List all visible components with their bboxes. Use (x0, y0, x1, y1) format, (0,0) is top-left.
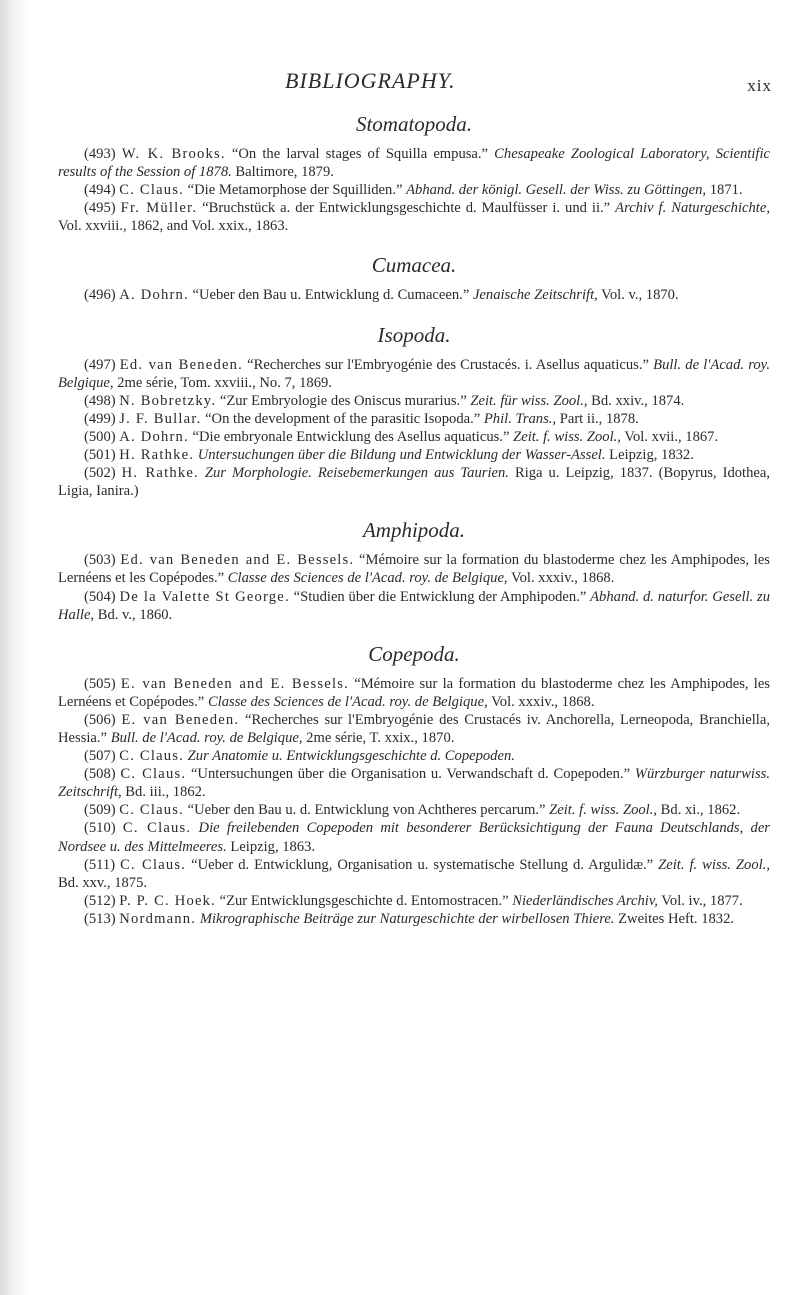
entry-author: C. Claus. (119, 748, 185, 765)
entry-number: (506) (84, 711, 116, 728)
entry-source: Bull. de l'Acad. roy. Belgique, (58, 356, 770, 391)
entry-details: Bd. xxv., 1875. (58, 874, 148, 891)
entry-title: “Ueber d. Entwicklung, Organisation u. systematische Stellung d. Argulidæ.” (186, 856, 659, 873)
entry-details: Vol. xvii., 1867. (620, 428, 719, 445)
entry-source: Zeit. f. wiss. Zool., (549, 802, 658, 819)
entry-details: Bd. v., 1860. (94, 606, 173, 623)
entry-number: (497) (84, 356, 116, 373)
entry-title: “Recherches sur l'Embryogénie des Crustacés. i. Asellus aquaticus.” (242, 356, 654, 373)
entry-number: (496) (84, 287, 116, 304)
entry-title (191, 820, 198, 836)
entry-details: Leipzig, 1863. (226, 838, 316, 855)
entry-number: (500) (84, 428, 116, 445)
section-title: Stomatopoda. (355, 112, 473, 136)
entry-source: Abhand. der königl. Gesell. der Wiss. zu Göttingen, (406, 182, 707, 199)
entry-source: Würzburger naturwiss. Zeitschrift, (58, 766, 770, 801)
entry-source: Zeit. f. wiss. Zool., (513, 428, 621, 445)
entry-author: J. F. Bullar. (119, 410, 202, 427)
section-title: Cumacea. (371, 253, 457, 278)
entry-source: Zur Anatomie u. Entwicklungsgeschichte d. Copepoden. (187, 748, 515, 765)
entry-details: Vol. v., 1870. (597, 287, 679, 304)
entry-author: Fr. Müller. (120, 200, 198, 217)
entry-author: N. Bobretzky. (119, 392, 217, 409)
entry-number: (502) (84, 465, 116, 482)
bibliography-entry (58, 428, 770, 446)
bibliography-content (58, 112, 770, 946)
entry-details: Baltimore, 1879. (231, 164, 334, 181)
bibliography-entry (58, 356, 770, 392)
entry-author: C. Claus. (119, 182, 185, 199)
entry-number: (513) (84, 910, 116, 927)
entry-author: C. Claus. (120, 766, 187, 783)
entry-title: “Mémoire sur la formation du blastoderme chez les Amphipodes, les Lernéens et Copépodes.” (58, 675, 770, 710)
entry-source: Abhand. d. naturfor. Gesell. zu Halle, (58, 588, 770, 623)
entry-details: 2me série, Tom. xxviii., No. 7, 1869. (113, 374, 332, 391)
bibliography-entry (58, 181, 770, 199)
entry-number: (509) (84, 802, 116, 819)
entry-author: C. Claus. (119, 802, 185, 819)
bibliography-entry (58, 892, 770, 910)
entry-title: “On the development of the parasitic Isopoda.” (201, 410, 484, 427)
entry-details: 2me série, T. xxix., 1870. (302, 729, 455, 746)
entry-title: “Studien über die Entwicklung der Amphipoden.” (289, 588, 591, 605)
entry-source: Zeit. für wiss. Zool., (470, 392, 588, 409)
entry-title: “Zur Entwicklungsgeschichte d. Entomostracen.” (215, 892, 513, 909)
section-entries (58, 356, 770, 501)
entry-source: Chesapeake Zoological Laboratory, Scientific results of the Session of 1878. (58, 146, 770, 181)
section-entries (58, 675, 770, 928)
entry-title: “Bruchstück a. der Entwicklungsgeschichte d. Maulfüsser i. und ii.” (197, 200, 616, 217)
entry-source: Zur Morphologie. Reisebemerkungen aus Taurien. (204, 465, 509, 482)
entry-number: (499) (84, 410, 116, 427)
entry-source: Mikrographische Beiträge zur Naturgeschichte der wirbellosen Thiere. (199, 910, 615, 927)
entry-author: H. Rathke. (121, 465, 199, 482)
entry-title: “Untersuchungen über die Organisation u. Verwandschaft d. Copepoden.” (186, 766, 635, 783)
entry-source: Untersuchungen über die Bildung und Entwicklung der Wasser-Assel. (197, 447, 606, 464)
entry-title: “On the larval stages of Squilla empusa.” (225, 146, 495, 162)
bibliography-entry (58, 446, 770, 464)
bibliography-entry (58, 711, 770, 747)
bibliography-entry (58, 199, 770, 235)
entry-title: “Recherches sur l'Embryogénie des Crustacés iv. Anchorella, Lerneopoda, Branchiella, Hessia.” (58, 711, 770, 746)
entry-details: Zweites Heft. 1832. (614, 910, 735, 927)
bibliography-entry (58, 856, 770, 892)
entry-source: Archiv f. Naturgeschichte, (615, 200, 770, 217)
entry-source: Die freilebenden Copepoden mit besonderer Berücksichtigung der Fauna Deutschlands, der Nordsee u. des Mittelmeeres. (58, 820, 770, 855)
entry-author: Nordmann. (119, 910, 197, 927)
entry-author: A. Dohrn. (119, 428, 189, 445)
section-entries (58, 551, 770, 623)
entry-number: (505) (84, 675, 116, 692)
entry-details: Vol. xxviii., 1862, and Vol. xxix., 1863. (58, 218, 289, 235)
entry-author: H. Rathke. (119, 447, 195, 464)
entry-details: Part ii., 1878. (556, 410, 639, 427)
entry-title: “Zur Embryologie des Oniscus murarius.” (216, 392, 471, 409)
entry-details: Leipzig, 1832. (605, 447, 694, 464)
entry-details: Bd. iii., 1862. (121, 784, 206, 801)
entry-number: (508) (84, 766, 116, 783)
section-entries (58, 286, 770, 304)
entry-author: Ed. van Beneden and E. Bessels. (120, 552, 355, 569)
section-title: Amphipoda. (362, 518, 466, 543)
entry-details: Bd. xxiv., 1874. (587, 392, 685, 409)
entry-number: (498) (84, 392, 116, 409)
entry-author: A. Dohrn. (119, 287, 189, 304)
entry-number: (495) (84, 200, 116, 217)
bibliography-entry (58, 765, 770, 801)
bibliography-entry (58, 910, 770, 928)
entry-number: (501) (84, 447, 116, 464)
running-title: BIBLIOGRAPHY. (285, 68, 456, 93)
entry-source: Zeit. f. wiss. Zool., (658, 856, 770, 873)
entry-number: (504) (84, 588, 116, 605)
entry-author: W. K. Brooks. (121, 146, 226, 162)
bibliography-entry (58, 392, 770, 410)
entry-details: Vol. iv., 1877. (657, 892, 743, 909)
bibliography-entry (58, 145, 770, 181)
entry-details: Vol. xxxiv., 1868. (487, 693, 595, 710)
entry-source: Classe des Sciences de l'Acad. roy. de Belgique, (227, 570, 508, 587)
entry-source: Phil. Trans., (483, 410, 557, 427)
entry-author: P. P. C. Hoek. (119, 892, 216, 909)
entry-number: (494) (84, 182, 116, 199)
entry-title: “Die embryonale Entwicklung des Asellus aquaticus.” (188, 428, 514, 445)
bibliography-entry (58, 747, 770, 765)
page-header (0, 68, 800, 108)
entry-author: C. Claus. (122, 820, 192, 837)
entry-title: “Ueber den Bau u. Entwicklung d. Cumaceen.” (188, 287, 473, 304)
entry-number: (507) (84, 748, 116, 765)
bibliography-entry (58, 410, 770, 428)
entry-title: “Mémoire sur la formation du blastoderme chez les Amphipodes, les Lernéens et les Copépodes.” (58, 552, 770, 587)
entry-author: De la Valette St George. (119, 588, 290, 605)
entry-source: Classe des Sciences de l'Acad. roy. de Belgique, (207, 693, 488, 710)
bibliography-entry (58, 286, 770, 304)
entry-number: (510) (84, 820, 116, 837)
entry-details: Vol. xxxiv., 1868. (507, 570, 615, 587)
entry-details: 1871. (706, 182, 743, 199)
entry-author: E. van Beneden and E. Bessels. (120, 675, 349, 692)
entry-title: “Die Metamorphose der Squilliden.” (184, 182, 407, 199)
bibliography-entry (58, 819, 770, 855)
entry-source: Jenaische Zeitschrift, (472, 287, 598, 304)
bibliography-entry (58, 675, 770, 711)
entry-source: Niederländisches Archiv, (512, 892, 658, 909)
bibliography-entry (58, 801, 770, 819)
bibliography-entry (58, 551, 770, 587)
entry-author: C. Claus. (120, 856, 187, 873)
bibliography-entry (58, 464, 770, 500)
section-title: Isopoda. (377, 322, 451, 347)
entry-details: Riga u. Leipzig, 1837. (Bopyrus, Idothea, Ligia, Ianira.) (58, 465, 770, 500)
entry-author: Ed. van Beneden. (119, 356, 243, 373)
entry-number: (493) (84, 146, 116, 162)
entry-title: “Ueber den Bau u. d. Entwicklung von Achtheres percarum.” (184, 802, 550, 819)
entry-details: Bd. xi., 1862. (657, 802, 741, 819)
entry-number: (503) (84, 552, 116, 569)
section-title: Copepoda. (368, 641, 460, 666)
entry-source: Bull. de l'Acad. roy. de Belgique, (110, 729, 303, 746)
bibliography-entry (58, 588, 770, 624)
entry-number: (511) (84, 856, 116, 873)
page-number: xix (747, 76, 772, 95)
entry-author: E. van Beneden. (121, 711, 240, 728)
section-entries (58, 145, 770, 235)
entry-number: (512) (84, 892, 116, 909)
